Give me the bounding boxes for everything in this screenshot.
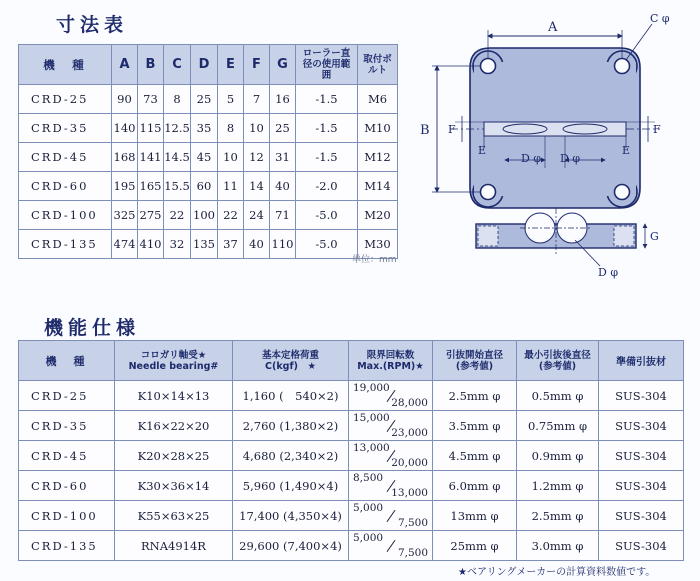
spec-cell-material: SUS-304 <box>599 501 684 531</box>
dim-cell-value: 168 <box>112 143 138 172</box>
dim-cell-value: 8 <box>218 114 244 143</box>
spec-header-material: 準備引抜材 <box>599 341 684 381</box>
spec-cell-start: 4.5mm φ <box>433 441 517 471</box>
dim-cell-value: 195 <box>112 172 138 201</box>
dim-cell-value: 115 <box>138 114 164 143</box>
spec-cell-min: 0.75mm φ <box>517 411 599 441</box>
spec-cell-load: 1,160 ( 540×2) <box>233 381 349 411</box>
spec-cell-min: 0.9mm φ <box>517 441 599 471</box>
dim-header-c: C <box>164 45 191 85</box>
dim-cell-value: 25 <box>270 114 296 143</box>
spec-cell-min: 1.2mm φ <box>517 471 599 501</box>
rpm-lower: 23,000 <box>391 427 428 439</box>
dim-cell-value: M14 <box>358 172 398 201</box>
spec-cell-bearing: K10×14×13 <box>115 381 233 411</box>
dim-cell-value: 12 <box>244 143 270 172</box>
footnote: ★ベアリングメーカーの計算資料数値です。 <box>458 567 656 578</box>
spec-cell-material: SUS-304 <box>599 471 684 501</box>
dim-cell-model: CRD-35 <box>19 114 112 143</box>
dim-cell-value: 40 <box>244 230 270 259</box>
specs-table <box>18 340 684 561</box>
drawing-label-a: A <box>548 20 558 35</box>
dim-cell-model: CRD-25 <box>19 85 112 114</box>
drawing-label-f-left: F <box>448 123 456 136</box>
specs-title: 機能仕様 <box>44 317 141 339</box>
dim-cell-value: -1.5 <box>296 114 358 143</box>
spec-cell-model: CRD-60 <box>19 471 115 501</box>
drawing-label-f-right: F <box>653 123 661 136</box>
rpm-lower: 28,000 <box>391 397 428 409</box>
spec-header-bearing: コロガリ軸受★ Needle bearing# <box>115 341 233 381</box>
spec-cell-start: 2.5mm φ <box>433 381 517 411</box>
dim-cell-value: 14 <box>244 172 270 201</box>
drawing-label-e-left: E <box>478 144 487 157</box>
dim-cell-value: 45 <box>191 143 218 172</box>
dim-cell-value: 474 <box>112 230 138 259</box>
rpm-slash <box>386 509 395 521</box>
spec-cell-start: 13mm φ <box>433 501 517 531</box>
spec-cell-start: 6.0mm φ <box>433 471 517 501</box>
dim-cell-value: 24 <box>244 201 270 230</box>
dim-cell-value: 140 <box>112 114 138 143</box>
dim-cell-model: CRD-60 <box>19 172 112 201</box>
rpm-upper: 8,500 <box>353 472 384 484</box>
dim-cell-model: CRD-100 <box>19 201 112 230</box>
dim-cell-value: 37 <box>218 230 244 259</box>
dim-header-model: 機 種 <box>19 45 112 85</box>
spec-table-row <box>19 441 684 471</box>
dim-cell-value: 8 <box>164 85 191 114</box>
spec-cell-rpm <box>349 381 433 411</box>
rpm-upper: 15,000 <box>353 412 390 424</box>
dim-cell-model: CRD-45 <box>19 143 112 172</box>
spec-cell-bearing: K30×36×14 <box>115 471 233 501</box>
dim-cell-value: 135 <box>191 230 218 259</box>
dim-cell-value: 35 <box>191 114 218 143</box>
rpm-lower: 13,000 <box>391 487 428 499</box>
dim-cell-value: -5.0 <box>296 230 358 259</box>
dim-cell-value: 73 <box>138 85 164 114</box>
dim-cell-value: 7 <box>244 85 270 114</box>
spec-cell-load: 4,680 (2,340×2) <box>233 441 349 471</box>
spec-cell-rpm <box>349 501 433 531</box>
spec-table-row <box>19 501 684 531</box>
drawing-label-e-right: E <box>622 144 631 157</box>
spec-cell-rpm <box>349 531 433 561</box>
drawing-label-b: B <box>420 123 430 138</box>
spec-cell-load: 2,760 (1,380×2) <box>233 411 349 441</box>
dim-header-bolt: 取付ボルト <box>358 45 398 85</box>
rpm-lower: 7,500 <box>397 547 428 559</box>
dim-cell-value: -1.5 <box>296 85 358 114</box>
dim-cell-value: -5.0 <box>296 201 358 230</box>
dim-cell-value: 60 <box>191 172 218 201</box>
spec-cell-load: 29,600 (7,400×4) <box>233 531 349 561</box>
dim-cell-value: 31 <box>270 143 296 172</box>
dim-cell-value: 32 <box>164 230 191 259</box>
spec-cell-material: SUS-304 <box>599 531 684 561</box>
spec-cell-start: 3.5mm φ <box>433 411 517 441</box>
dim-cell-value: 165 <box>138 172 164 201</box>
dim-cell-value: 11 <box>218 172 244 201</box>
dim-cell-value: 410 <box>138 230 164 259</box>
dim-cell-value: 12.5 <box>164 114 191 143</box>
dim-cell-value: 25 <box>191 85 218 114</box>
spec-header-model: 機 種 <box>19 341 115 381</box>
bolt-hole <box>481 185 496 200</box>
bolt-hole <box>615 59 630 74</box>
drawing-label-c: C φ <box>650 12 670 25</box>
dim-cell-value: 40 <box>270 172 296 201</box>
spec-cell-model: CRD-25 <box>19 381 115 411</box>
spec-cell-min: 2.5mm φ <box>517 501 599 531</box>
spec-cell-bearing: K55×63×25 <box>115 501 233 531</box>
spec-header-min-diameter: 最小引抜後直径 (参考値) <box>517 341 599 381</box>
spec-cell-material: SUS-304 <box>599 441 684 471</box>
rpm-upper: 5,000 <box>353 532 384 544</box>
dim-cell-value: 15.5 <box>164 172 191 201</box>
spec-cell-rpm <box>349 411 433 441</box>
spec-table-row <box>19 471 684 501</box>
dim-cell-model: CRD-135 <box>19 230 112 259</box>
dim-cell-value: 10 <box>244 114 270 143</box>
spec-cell-model: CRD-45 <box>19 441 115 471</box>
dim-cell-value: 5 <box>218 85 244 114</box>
dim-cell-value: 100 <box>191 201 218 230</box>
spec-cell-min: 3.0mm φ <box>517 531 599 561</box>
dim-header-e: E <box>218 45 244 85</box>
spec-cell-bearing: K16×22×20 <box>115 411 233 441</box>
spec-cell-model: CRD-135 <box>19 531 115 561</box>
dim-cell-value: 22 <box>218 201 244 230</box>
rpm-lower: 20,000 <box>391 457 428 469</box>
spec-cell-bearing: K20×28×25 <box>115 441 233 471</box>
dim-header-g: G <box>270 45 296 85</box>
rpm-upper: 5,000 <box>353 502 384 514</box>
bolt-hole <box>481 59 496 74</box>
rpm-upper: 13,000 <box>353 442 390 454</box>
unit-label: 単位：mm <box>352 255 397 265</box>
dim-cell-value: 141 <box>138 143 164 172</box>
spec-cell-material: SUS-304 <box>599 381 684 411</box>
dim-cell-value: M6 <box>358 85 398 114</box>
spec-cell-model: CRD-35 <box>19 411 115 441</box>
spec-cell-rpm <box>349 471 433 501</box>
dim-header-roller: ローラー直径の使用範囲 <box>296 45 358 85</box>
dim-cell-value: M12 <box>358 143 398 172</box>
dim-cell-value: 22 <box>164 201 191 230</box>
drawing-label-d-left: D φ <box>521 152 542 165</box>
dim-cell-value: 71 <box>270 201 296 230</box>
spec-cell-rpm <box>349 441 433 471</box>
dim-header-d: D <box>191 45 218 85</box>
dim-cell-value: 14.5 <box>164 143 191 172</box>
spec-header-load: 基本定格荷重 C(kgf) ★ <box>233 341 349 381</box>
dim-header-a: A <box>112 45 138 85</box>
dim-cell-value: M10 <box>358 114 398 143</box>
spec-cell-load: 5,960 (1,490×4) <box>233 471 349 501</box>
dim-header-f: F <box>244 45 270 85</box>
spec-header-start-diameter: 引抜開始直径 (参考値) <box>433 341 517 381</box>
roller-slot <box>484 122 626 136</box>
spec-cell-material: SUS-304 <box>599 411 684 441</box>
dim-cell-value: 275 <box>138 201 164 230</box>
dim-cell-value: 325 <box>112 201 138 230</box>
spec-cell-load: 17,400 (4,350×4) <box>233 501 349 531</box>
drawing-label-g: G <box>650 230 659 243</box>
spec-table-row <box>19 381 684 411</box>
dim-cell-value: M30 <box>358 230 398 259</box>
rpm-slash <box>386 539 395 551</box>
dim-cell-value: M20 <box>358 201 398 230</box>
spec-header-rpm: 限界回転数 Max.(RPM)★ <box>349 341 433 381</box>
spec-cell-start: 25mm φ <box>433 531 517 561</box>
spec-table-row <box>19 411 684 441</box>
drawing-label-d-side: D φ <box>598 266 619 279</box>
dim-cell-value: 10 <box>218 143 244 172</box>
spec-cell-model: CRD-100 <box>19 501 115 531</box>
dim-cell-value: -2.0 <box>296 172 358 201</box>
dim-cell-value: 16 <box>270 85 296 114</box>
drawing-label-d-right: D φ <box>560 152 581 165</box>
bolt-hole <box>615 185 630 200</box>
dim-cell-value: 90 <box>112 85 138 114</box>
dimensions-title: 寸法表 <box>56 14 129 36</box>
spec-table-row <box>19 531 684 561</box>
dim-header-b: B <box>138 45 164 85</box>
dim-cell-value: 110 <box>270 230 296 259</box>
dim-cell-value: -1.5 <box>296 143 358 172</box>
spec-cell-bearing: RNA4914R <box>115 531 233 561</box>
rpm-upper: 19,000 <box>353 382 390 394</box>
spec-cell-min: 0.5mm φ <box>517 381 599 411</box>
rpm-lower: 7,500 <box>397 517 428 529</box>
